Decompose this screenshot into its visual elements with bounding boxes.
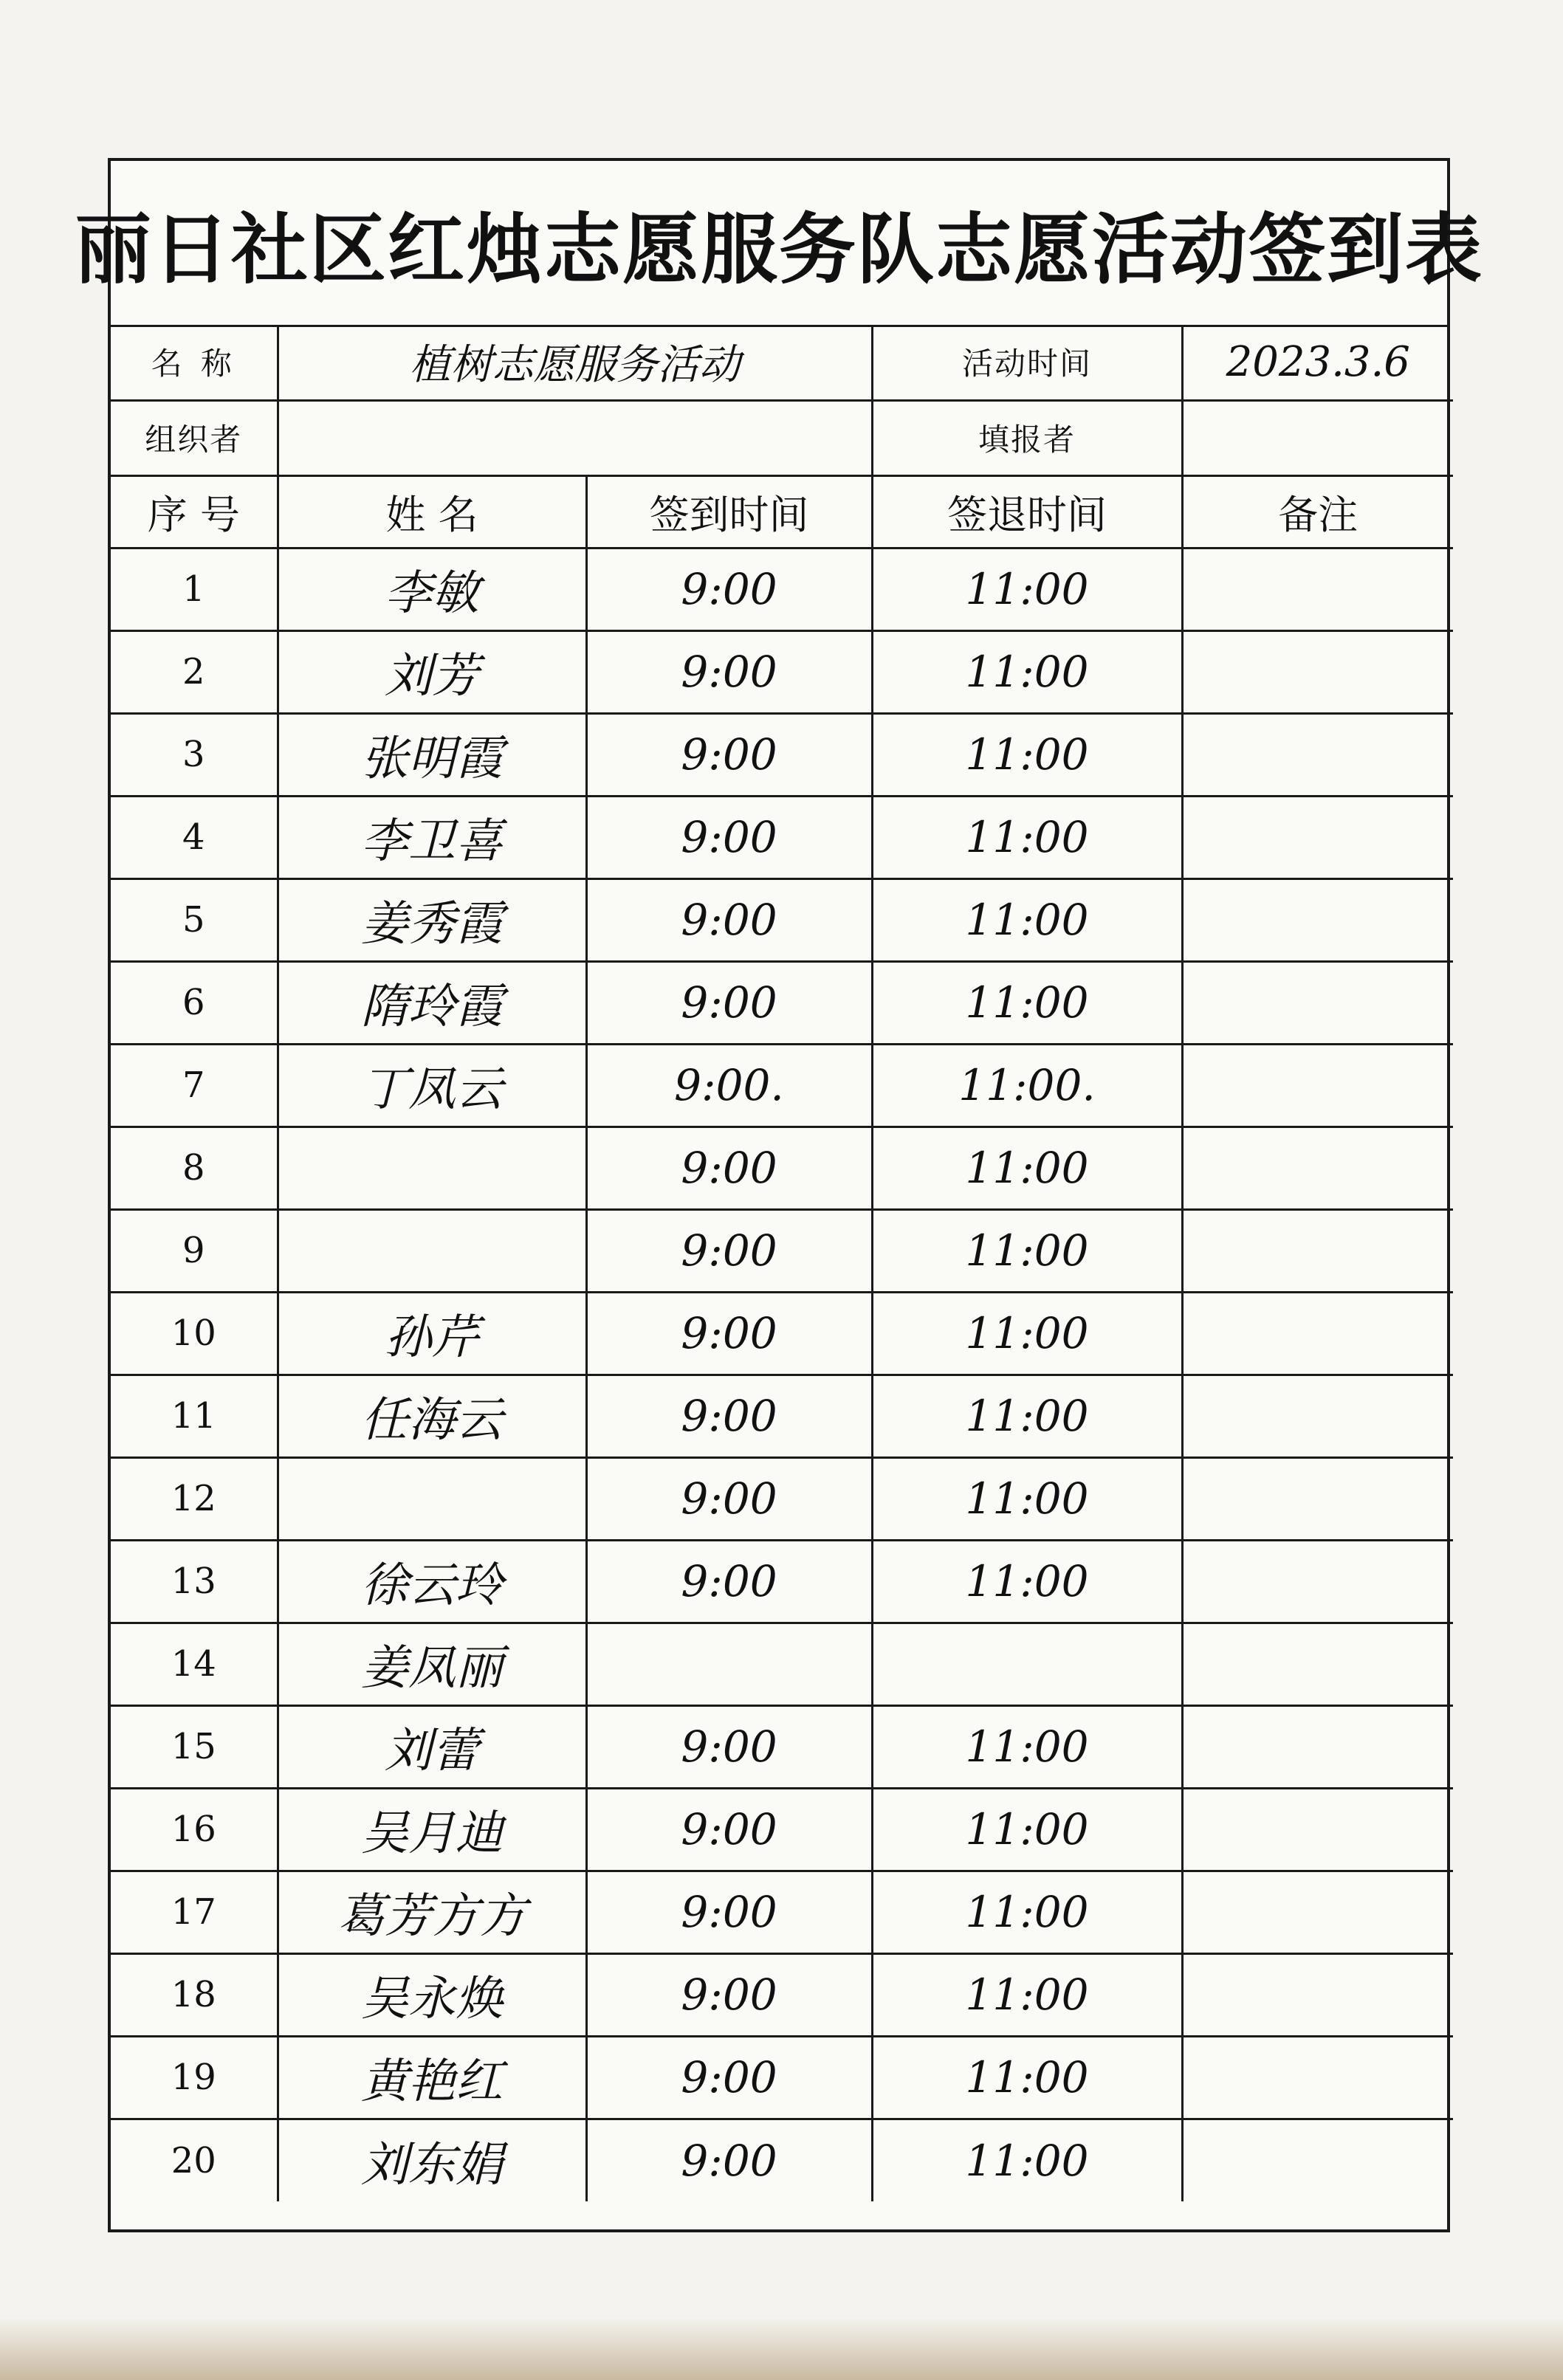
- header-note: 备注: [1182, 475, 1453, 548]
- table-row: [111, 548, 1453, 630]
- row-note: [1182, 548, 1453, 630]
- row-sign-in: 9:00: [586, 1127, 872, 1209]
- row-name: 吴永焕: [278, 1953, 586, 2036]
- row-sign-in: 9:00: [586, 1871, 872, 1953]
- row-seq: 13: [111, 1540, 278, 1623]
- row-sign-in: [586, 1623, 872, 1705]
- row-note: [1182, 961, 1453, 1044]
- row-name: 丁凤云: [278, 1044, 586, 1127]
- row-seq: 19: [111, 2036, 278, 2119]
- row-seq: 4: [111, 796, 278, 878]
- row-sign-out: 11:00: [872, 961, 1182, 1044]
- row-name: 隋玲霞: [278, 961, 586, 1044]
- row-sign-in: 9:00: [586, 1540, 872, 1623]
- row-name: 任海云: [278, 1375, 586, 1457]
- row-sign-out: 11:00: [872, 878, 1182, 961]
- row-note: [1182, 1292, 1453, 1375]
- row-name: 李卫喜: [278, 796, 586, 878]
- row-name: 姜秀霞: [278, 878, 586, 961]
- row-note: [1182, 1457, 1453, 1540]
- row-seq: 5: [111, 878, 278, 961]
- row-seq: 14: [111, 1623, 278, 1705]
- table-row: [111, 1292, 1453, 1375]
- row-sign-in: 9:00: [586, 548, 872, 630]
- row-seq: 1: [111, 548, 278, 630]
- row-seq: 17: [111, 1871, 278, 1953]
- row-note: [1182, 1953, 1453, 2036]
- row-seq: 15: [111, 1705, 278, 1788]
- row-sign-out: 11:00: [872, 1457, 1182, 1540]
- row-name: 姜凤丽: [278, 1623, 586, 1705]
- row-sign-out: 11:00: [872, 1540, 1182, 1623]
- table-row: [111, 1044, 1453, 1127]
- row-note: [1182, 1705, 1453, 1788]
- row-note: [1182, 1623, 1453, 1705]
- row-seq: 6: [111, 961, 278, 1044]
- header-sign-in: 签到时间: [586, 475, 872, 548]
- row-note: [1182, 713, 1453, 796]
- table-row: [111, 2036, 1453, 2119]
- row-seq: 9: [111, 1209, 278, 1292]
- sheet-title: 丽日社区红烛志愿服务队志愿活动签到表: [111, 161, 1447, 327]
- row-sign-out: 11:00: [872, 1375, 1182, 1457]
- row-name: 张明霞: [278, 713, 586, 796]
- row-sign-in: 9:00: [586, 1292, 872, 1375]
- row-sign-out: 11:00: [872, 1292, 1182, 1375]
- table-row: [111, 1871, 1453, 1953]
- activity-name-value: 植树志愿服务活动: [278, 325, 872, 400]
- row-seq: 7: [111, 1044, 278, 1127]
- activity-time-value: 2023.3.6: [1182, 325, 1453, 400]
- row-sign-in: 9:00: [586, 1375, 872, 1457]
- row-sign-out: 11:00: [872, 1953, 1182, 2036]
- row-sign-out: 11:00: [872, 2036, 1182, 2119]
- row-sign-in: 9:00.: [586, 1044, 872, 1127]
- row-name: 刘蕾: [278, 1705, 586, 1788]
- table-row: [111, 1209, 1453, 1292]
- row-sign-in: 9:00: [586, 961, 872, 1044]
- reporter-label: 填报者: [872, 400, 1182, 475]
- table-row: [111, 878, 1453, 961]
- row-sign-in: 9:00: [586, 878, 872, 961]
- sign-in-table: [111, 325, 1453, 2201]
- row-sign-in: 9:00: [586, 1209, 872, 1292]
- row-sign-in: 9:00: [586, 630, 872, 713]
- row-sign-in: 9:00: [586, 1457, 872, 1540]
- table-row: [111, 1953, 1453, 2036]
- row-note: [1182, 796, 1453, 878]
- row-sign-out: 11:00: [872, 1871, 1182, 1953]
- row-note: [1182, 1375, 1453, 1457]
- sign-in-sheet: [75, 158, 1484, 2232]
- meta-row-name: [111, 325, 1453, 400]
- row-seq: 20: [111, 2119, 278, 2201]
- row-sign-out: 11:00: [872, 713, 1182, 796]
- table-row: [111, 630, 1453, 713]
- row-sign-out: 11:00: [872, 630, 1182, 713]
- row-sign-out: 11:00: [872, 796, 1182, 878]
- table-row: [111, 1457, 1453, 1540]
- table-row: [111, 1375, 1453, 1457]
- table-row: [111, 1127, 1453, 1209]
- row-sign-in: 9:00: [586, 2036, 872, 2119]
- meta-row-organizer: [111, 400, 1453, 475]
- organizer-label: 组织者: [111, 400, 278, 475]
- row-name: 黄艳红: [278, 2036, 586, 2119]
- row-sign-in: 9:00: [586, 1953, 872, 2036]
- row-seq: 3: [111, 713, 278, 796]
- row-name: 葛芳方方: [278, 1871, 586, 1953]
- row-note: [1182, 1044, 1453, 1127]
- row-sign-out: 11:00: [872, 1705, 1182, 1788]
- row-name: 刘东娟: [278, 2119, 586, 2201]
- reporter-value: [1182, 400, 1453, 475]
- table-row: [111, 2119, 1453, 2201]
- row-name: [278, 1127, 586, 1209]
- row-name: 刘芳: [278, 630, 586, 713]
- row-note: [1182, 878, 1453, 961]
- row-sign-out: [872, 1623, 1182, 1705]
- row-seq: 10: [111, 1292, 278, 1375]
- row-sign-out: 11:00: [872, 1788, 1182, 1871]
- row-name: 孙芹: [278, 1292, 586, 1375]
- table-row: [111, 796, 1453, 878]
- row-sign-in: 9:00: [586, 2119, 872, 2201]
- row-seq: 8: [111, 1127, 278, 1209]
- table-row: [111, 713, 1453, 796]
- table-row: [111, 1540, 1453, 1623]
- row-name: 李敏: [278, 548, 586, 630]
- photo-bottom-edge: [0, 2318, 1563, 2380]
- row-note: [1182, 1540, 1453, 1623]
- table-row: [111, 961, 1453, 1044]
- row-note: [1182, 630, 1453, 713]
- row-sign-out: 11:00: [872, 2119, 1182, 2201]
- row-name: [278, 1209, 586, 1292]
- activity-name-label: 名 称: [111, 325, 278, 400]
- row-sign-out: 11:00: [872, 1127, 1182, 1209]
- row-sign-in: 9:00: [586, 713, 872, 796]
- row-seq: 16: [111, 1788, 278, 1871]
- header-name: 姓 名: [278, 475, 586, 548]
- row-sign-out: 11:00: [872, 548, 1182, 630]
- row-sign-in: 9:00: [586, 1705, 872, 1788]
- row-name: 徐云玲: [278, 1540, 586, 1623]
- table-row: [111, 1623, 1453, 1705]
- organizer-value: [278, 400, 872, 475]
- table-row: [111, 1788, 1453, 1871]
- row-seq: 18: [111, 1953, 278, 2036]
- row-name: [278, 1457, 586, 1540]
- row-seq: 2: [111, 630, 278, 713]
- row-seq: 11: [111, 1375, 278, 1457]
- row-seq: 12: [111, 1457, 278, 1540]
- row-note: [1182, 1871, 1453, 1953]
- table-row: [111, 1705, 1453, 1788]
- header-row: [111, 475, 1453, 548]
- row-sign-out: 11:00.: [872, 1044, 1182, 1127]
- row-sign-in: 9:00: [586, 1788, 872, 1871]
- activity-time-label: 活动时间: [872, 325, 1182, 400]
- row-name: 吴月迪: [278, 1788, 586, 1871]
- row-note: [1182, 1127, 1453, 1209]
- row-note: [1182, 1209, 1453, 1292]
- row-sign-out: 11:00: [872, 1209, 1182, 1292]
- header-sign-out: 签退时间: [872, 475, 1182, 548]
- row-note: [1182, 1788, 1453, 1871]
- row-sign-in: 9:00: [586, 796, 872, 878]
- header-seq: 序 号: [111, 475, 278, 548]
- row-note: [1182, 2036, 1453, 2119]
- row-note: [1182, 2119, 1453, 2201]
